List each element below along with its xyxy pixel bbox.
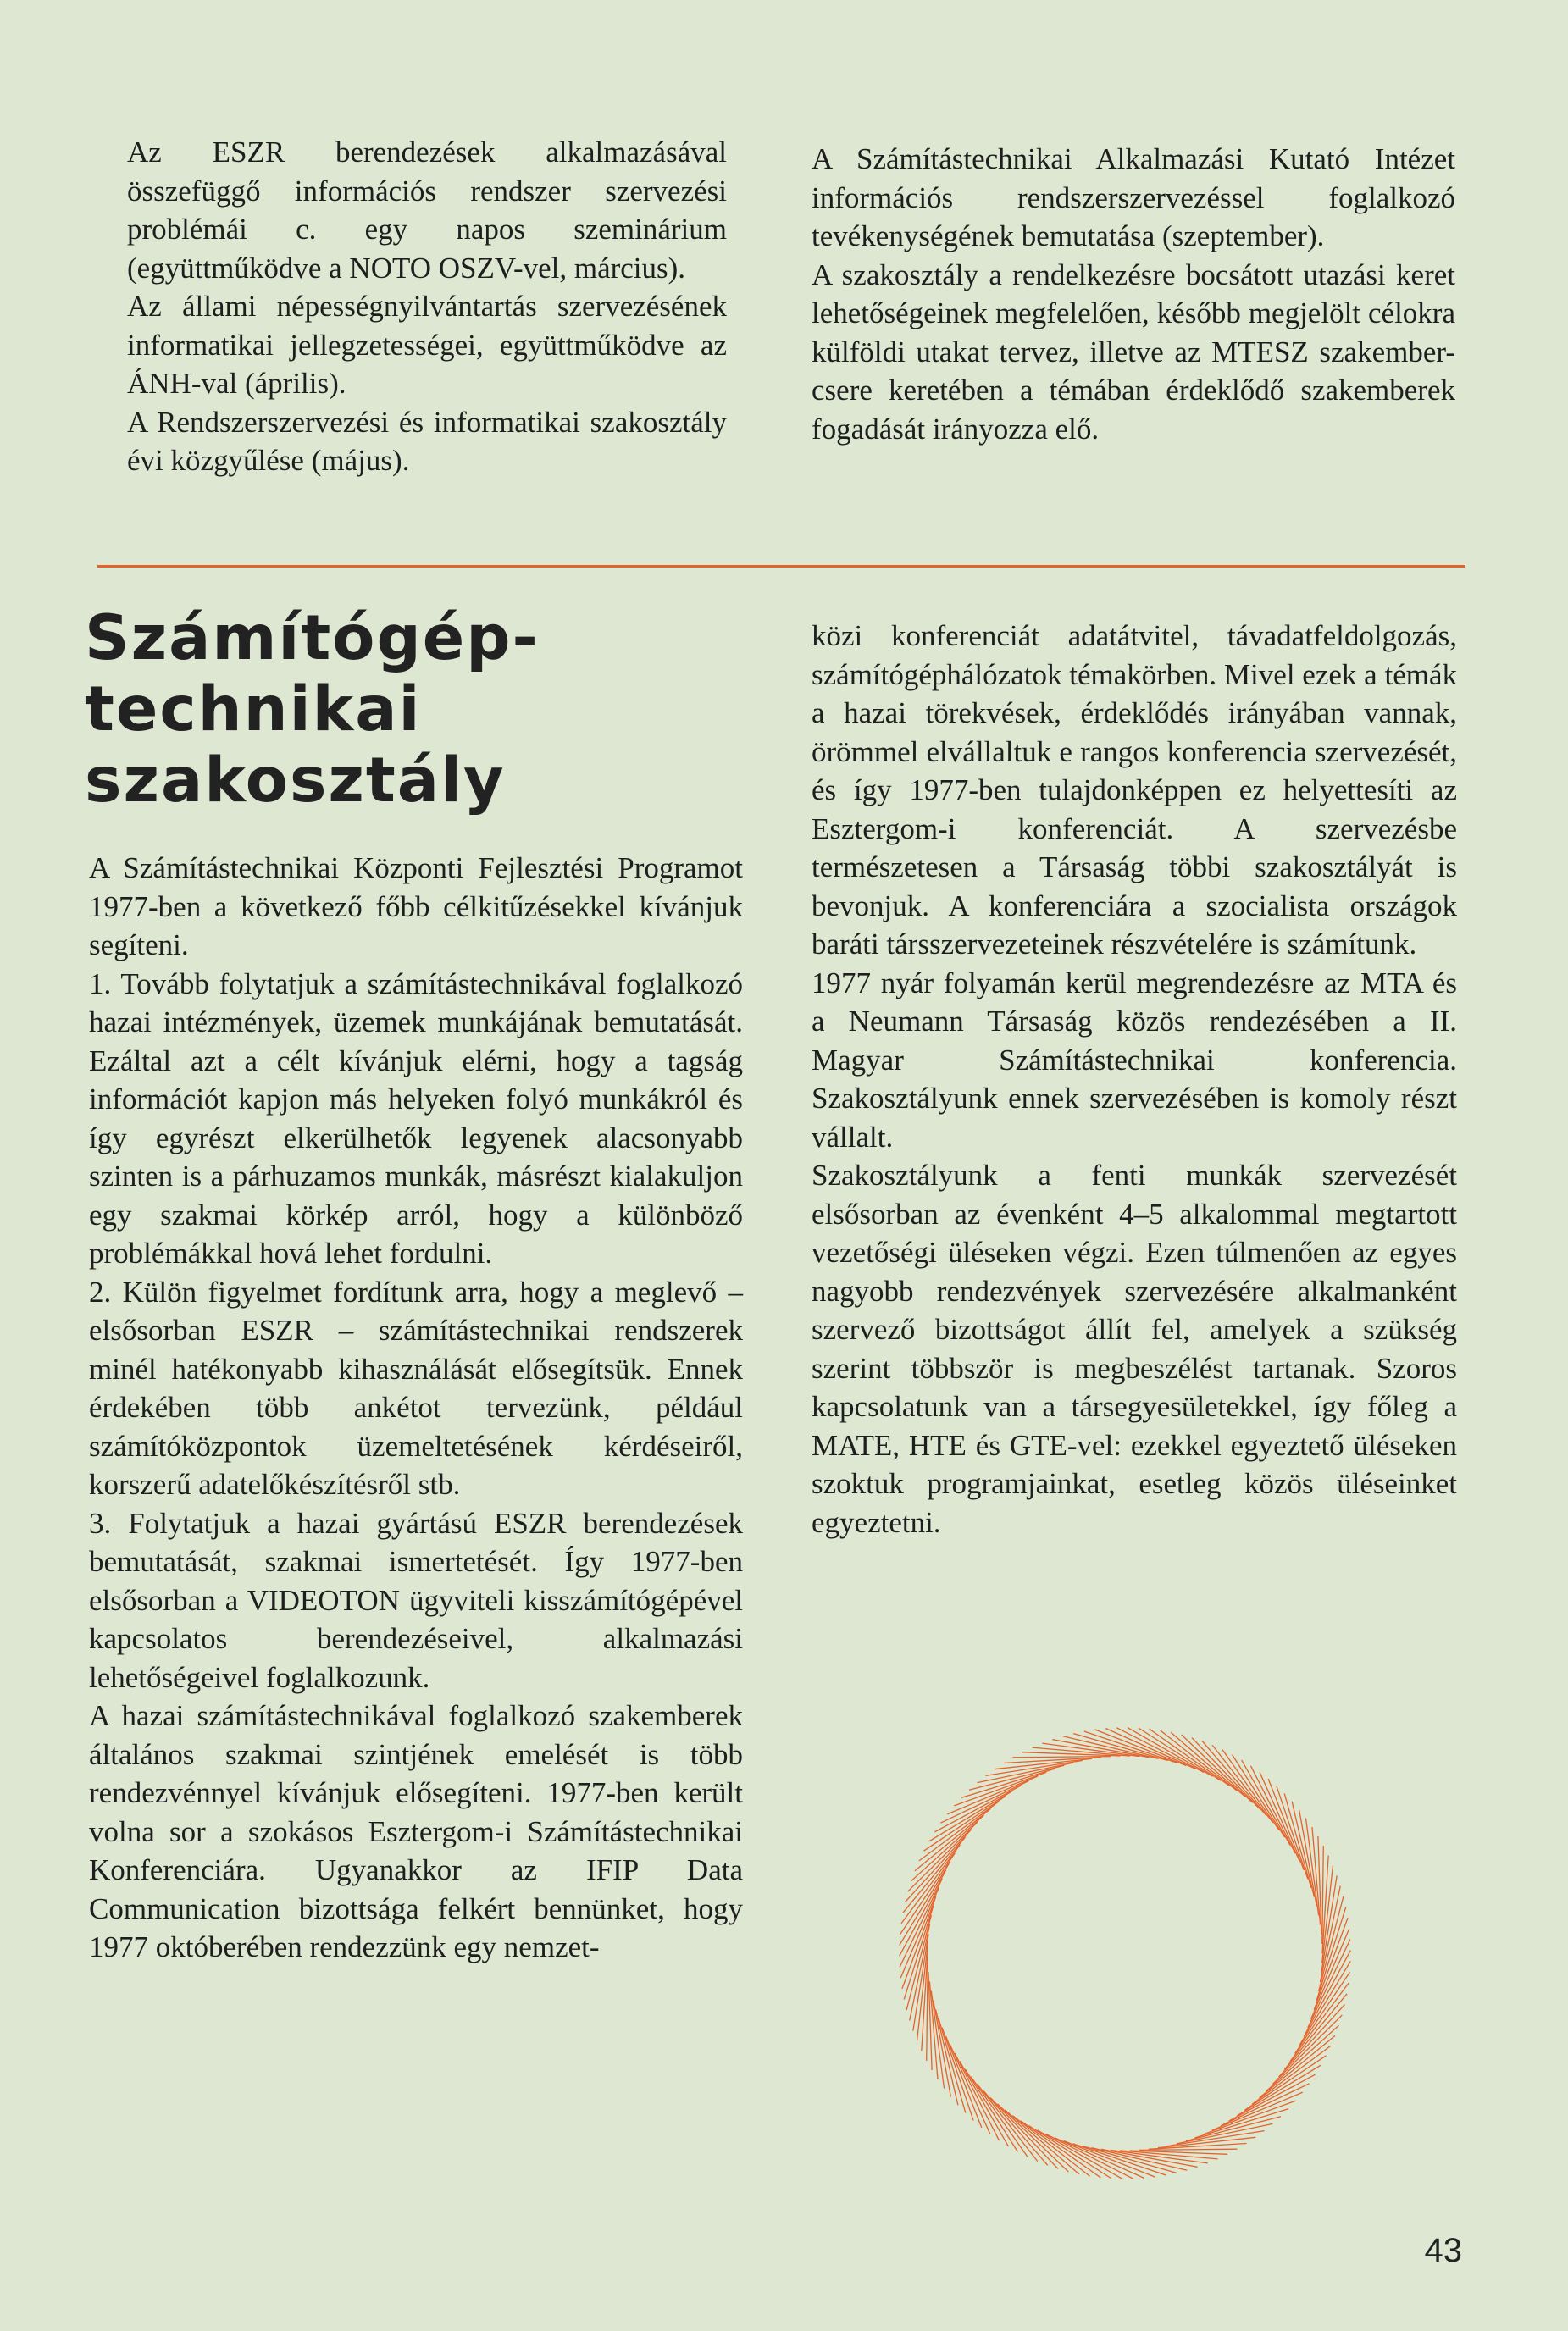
spiral-stroke	[934, 2001, 951, 2097]
spiral-stroke	[1244, 2056, 1326, 2111]
spiral-stroke	[900, 1853, 956, 1935]
spiral-stroke	[1212, 1745, 1272, 1822]
bottom-left-column	[89, 849, 743, 1967]
spiral-stroke	[1237, 2065, 1321, 2116]
paragraph: A Számítástechnikai Központi Fejlesztési Programot 1977-ben a következő főbb célkitűzésekkel kívánjuk segíteni.	[89, 851, 743, 961]
spiral-stroke	[947, 1776, 1038, 1814]
spiral-stroke	[1182, 1735, 1253, 1802]
paragraph: Az állami népességnyilvántartás szervezésének informatikai jellegzetességei, együttműködve az ÁNH-val (április).	[127, 290, 727, 400]
paragraph: 1. Tovább folytatjuk a számítástechnikával foglalkozó hazai intézmények, üzemek munkájának bemutatását. Ezáltal azt a célt kívánjuk elérni, hogy a tagság információt kapjon más helyeken folyó munkákról és így egyrészt elkerülhetők legyenek alacsonyabb szinten is a párhuzamos munkák, másrészt kialakuljon egy szakmai körkép arról, hogy a különböző problémákkal hová lehet fordulni.	[89, 966, 743, 1270]
spiral-stroke	[927, 1963, 928, 2061]
spiral-stroke	[1322, 1846, 1324, 1944]
paragraph: Az ESZR berendezések alkalmazásával összefüggő információs rendszer szervezési problémái c. egy napos szeminárium (együttműködve a NOTO OSZV-vel, március).	[127, 136, 727, 285]
paragraph: A szakosztály a rendelkezésre bocsátott utazási keret lehetőségeinek megfelelően, később megjelölt célokra külföldi utakat tervez, illetve az MTESZ szakember-csere keretében a témában érdeklődő szakemberek fogadását irányozza elő.	[812, 257, 1455, 446]
spiral-stroke	[1004, 1758, 1102, 1763]
top-left-column	[127, 133, 727, 480]
spiral-stroke	[924, 1797, 1006, 1852]
spiral-stroke	[1260, 1772, 1299, 1862]
spiral-stroke	[950, 2045, 990, 2134]
section-divider	[97, 565, 1465, 568]
heading-line: Számítógép-	[85, 602, 540, 674]
spiral-stroke	[1279, 2004, 1345, 2077]
bottom-right-column	[812, 617, 1457, 1542]
spiral-stroke	[1149, 2144, 1247, 2150]
spiral-stroke	[1242, 1760, 1291, 1846]
spiral-stroke	[998, 2104, 1069, 2172]
spiral-stroke	[960, 2062, 1009, 2147]
top-right-column	[812, 140, 1455, 448]
spiral-stroke	[1299, 1810, 1317, 1907]
spiral-stroke	[940, 1780, 1029, 1823]
paragraph: 2. Külön figyelmet fordítunk arra, hogy a meglevő – elsősorban ESZR – számítástechnikai rendszerek minél hatékonyabb kihasználását elősegítsük. Ennek érdekében több ankétot tervezünk, például számítóközpontok üzemeltetésének kérdéseiről, korszerű adatelőkészítésről stb.	[89, 1275, 743, 1501]
spiral-stroke	[954, 1772, 1046, 1806]
paragraph: közi konferenciát adatátvitel, távadatfeldolgozás, számítógéphálózatok témakörben. Mivel ezek a témák a hazai törekvések, érdeklődés irányában vannak, örömmel elvállaltuk e rangos konferencia szervezését, és így 1977-ben tulajdonképpen ez helyettesíti az Esztergom-i konferenciát. A szervezésbe természetesen a Társaság többi szakosztályát is bevonjuk. A konferenciára a szocialista országok baráti társszervezeteinek részvételére is számítunk.	[812, 619, 1457, 961]
spiral-stroke	[919, 1802, 998, 1861]
spiral-stroke	[1268, 1779, 1304, 1870]
spiral-stroke	[1222, 1750, 1279, 1830]
spiral-stroke	[1212, 2092, 1303, 2130]
section-heading	[85, 603, 661, 817]
paragraph: Szakosztályunk a fenti munkák szervezését elsősorban az évenként 4–5 alkalommal megtartott vezetőségi üléseken végzi. Ezen túlmenően az egyes nagyobb rendezvények szervezésére alkalmanként szervező bizottságot állít fel, amelyek a szükség szerint többször is megbeszélést tartanak. Szoros kapcsolatunk van a társegyesületekkel, így főleg a MATE, HTE és GTE-vel: ezekkel egyeztető üléseken szoktuk programjainkat, esetleg közös üléseinket egyeztetni.	[812, 1159, 1457, 1539]
spiral-stroke	[929, 1791, 1013, 1841]
spiral-stroke	[1084, 1731, 1177, 1763]
spiral-stroke	[965, 2069, 1017, 2152]
spiral-stroke	[1204, 2101, 1296, 2134]
heading-line: szakosztály	[85, 745, 506, 817]
spiral-stroke	[906, 1830, 972, 1902]
spiral-stroke	[1260, 2035, 1336, 2098]
heading-line: technikai	[85, 673, 422, 745]
spiral-stroke	[1233, 1755, 1285, 1838]
paragraph: A hazai számítástechnikával foglalkozó szakemberek általános szakmai szintjének emelését is több rendezvénnyel kívánjuk elősegíteni. 1977-ben került volna sor a szokásos Esztergom-i Számítástechnikai Konferenciára. Ugyanakkor az IFIP Data Communication bizottsága felkért bennünket, hogy 1977 októberében rendezzünk egy nemzet-	[89, 1699, 743, 1963]
spiral-stroke	[977, 2084, 1037, 2161]
spiral-stroke	[971, 2077, 1028, 2157]
spiral-stroke	[1295, 1972, 1350, 2053]
spiral-illustration	[888, 1716, 1362, 2190]
spiral-stroke	[1252, 2046, 1331, 2104]
paragraph: A Rendszerszervezési és informatikai szakosztály évi közgyűlése (május).	[127, 405, 727, 477]
paragraph: A Számítástechnikai Alkalmazási Kutató Intézet információs rendszerszervezéssel foglalkozó tevékenységének bemutatása (szeptember).	[812, 142, 1455, 252]
page-number: 43	[1424, 2232, 1462, 2269]
spiral-stroke	[946, 2036, 982, 2128]
paragraph: 3. Folytatjuk a hazai gyártású ESZR berendezések bemutatását, szakmai ismertetését. Így 1977-ben elsősorban a VIDEOTON ügyviteli kisszámítógépével kapcsolatos berendezéseivel, alkalmazási lehetőségeivel foglalkozunk.	[89, 1506, 743, 1694]
spiral-stroke	[1221, 2084, 1310, 2126]
paragraph: 1977 nyár folyamán kerül megrendezésre az MTA és a Neumann Társaság közös rendezésében a II. Magyar Számítástechnikai konferencia. Szakosztályunk ennek szervezésében is komoly részt vállalt.	[812, 966, 1457, 1154]
spiral-stroke	[915, 1808, 991, 1871]
spiral-stroke	[1073, 2144, 1166, 2175]
